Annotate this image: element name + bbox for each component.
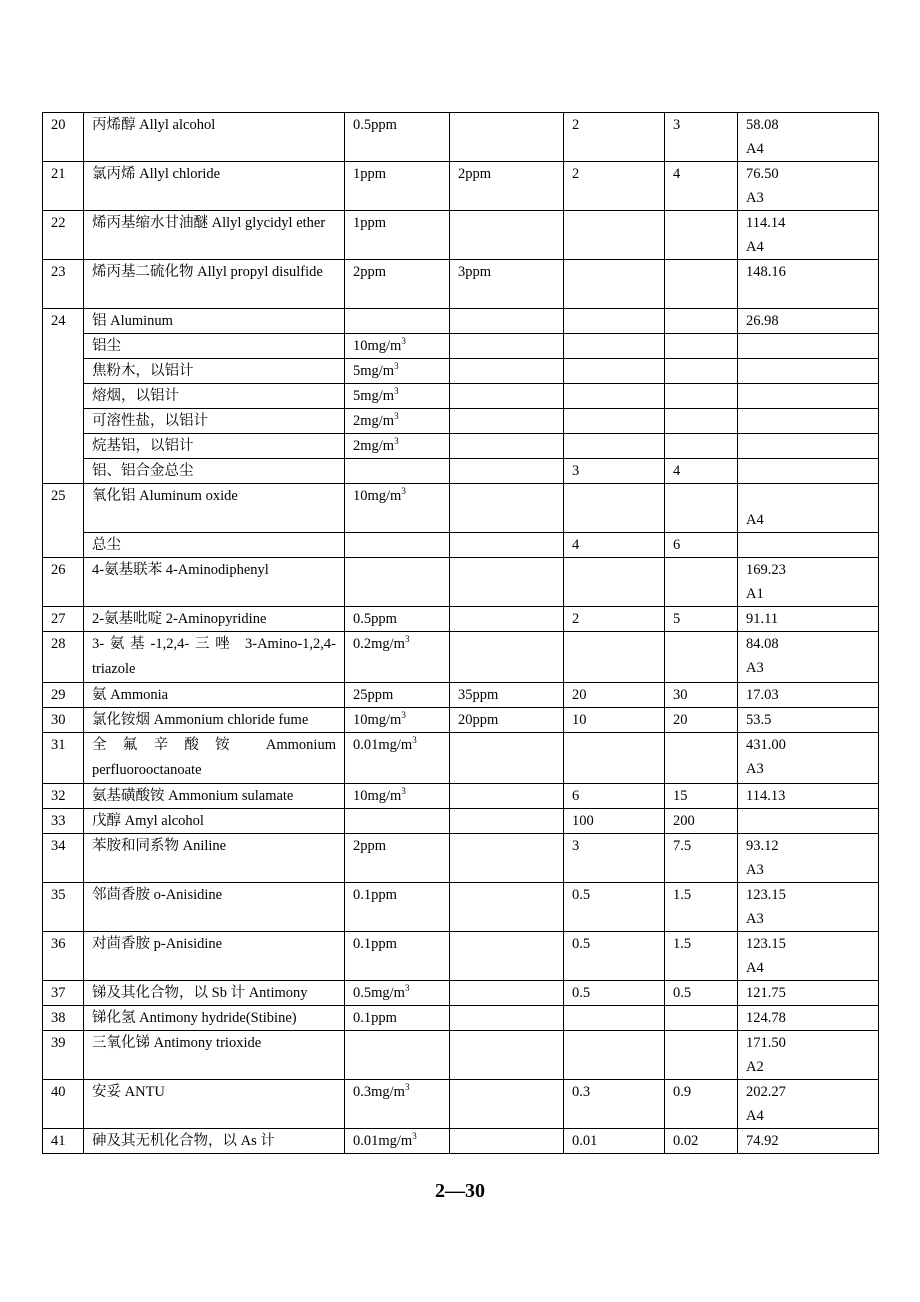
pc-stel-value [665,359,738,384]
molecular-weight: 76.50 [746,166,779,182]
mw-class-cell [738,1006,879,1031]
table-row [43,434,879,459]
row-number: 34 [43,834,84,883]
pc-stel-value: 1.5 [665,932,738,981]
pc-stel-value [665,334,738,359]
row-number: 33 [43,809,84,834]
pc-twa-value [564,309,665,334]
stel-value [450,1031,564,1080]
mw-class-cell [738,384,879,409]
molecular-weight: 169.23 [746,562,786,578]
pc-twa-value: 4 [564,533,665,558]
molecular-weight: 53.5 [746,712,772,728]
row-number: 26 [43,558,84,607]
pc-stel-value: 6 [665,533,738,558]
stel-value [450,834,564,883]
substance-name: 熔烟，以铝计 [84,384,345,409]
twa-value: $0.5mg/m^3$ [345,981,450,1006]
twa-value: $0.3mg/m^3$ [345,1080,450,1129]
substance-name: 可溶性盐，以铝计 [84,409,345,434]
twa-value: $0.2mg/m^3$ [345,632,450,683]
mw-class-cell [738,1080,879,1129]
pc-twa-value: 2 [564,607,665,632]
twa-value [345,459,450,484]
molecular-weight: 114.13 [746,788,786,804]
twa-value [345,809,450,834]
row-number: 27 [43,607,84,632]
pc-stel-value: 1.5 [665,883,738,932]
substance-name: 三氧化锑 Antimony trioxide [84,1031,345,1080]
substance-name: 焦粉木，以铝计 [84,359,345,384]
twa-value: 0.5ppm [345,113,450,162]
stel-value [450,309,564,334]
stel-value [450,1129,564,1154]
stel-value [450,113,564,162]
row-number: 28 [43,632,84,683]
table-row [43,334,879,359]
table-row [43,981,879,1006]
pc-twa-value [564,359,665,384]
substance-name: 氯丙烯 Allyl chloride [84,162,345,211]
table-row [43,113,879,162]
pc-stel-value [665,484,738,533]
molecular-weight: 171.50 [746,1035,786,1051]
pc-twa-value: 20 [564,683,665,708]
stel-value: 2ppm [450,162,564,211]
pc-twa-value: 0.01 [564,1129,665,1154]
substance-name: 安妥 ANTU [84,1080,345,1129]
mw-class-cell [738,834,879,883]
stel-value [450,533,564,558]
substance-name: 氧化铝 Aluminum oxide [84,484,345,533]
row-number: 39 [43,1031,84,1080]
stel-value [450,359,564,384]
pc-stel-value [665,733,738,784]
mw-class-cell [738,1129,879,1154]
table-row [43,484,879,533]
twa-value: $10mg/m^3$ [345,784,450,809]
molecular-weight: 431.00 [746,737,786,753]
pc-twa-value: 10 [564,708,665,733]
stel-value [450,459,564,484]
pc-twa-value [564,632,665,683]
substance-name: 砷及其无机化合物，以 As 计 [84,1129,345,1154]
row-number: 32 [43,784,84,809]
twa-value: 0.5ppm [345,607,450,632]
pc-twa-value [564,211,665,260]
mw-class-cell [738,683,879,708]
mw-class-cell [738,607,879,632]
molecular-weight: 123.15 [746,936,786,952]
table-row [43,632,879,683]
pc-twa-value [564,1006,665,1031]
carcinogen-class: A1 [746,586,764,602]
substance-name: 氯化铵烟 Ammonium chloride fume [84,708,345,733]
pc-twa-value [564,1031,665,1080]
carcinogen-class: A3 [746,190,764,206]
carcinogen-class: A4 [746,239,764,255]
mw-class-cell [738,113,879,162]
row-number: 36 [43,932,84,981]
substance-name: 铝 Aluminum [84,309,345,334]
row-number: 41 [43,1129,84,1154]
substance-name: 氨 Ammonia [84,683,345,708]
stel-value [450,632,564,683]
pc-stel-value: 200 [665,809,738,834]
pc-stel-value: 0.02 [665,1129,738,1154]
substance-name: 锑及其化合物，以 Sb 计 Antimony [84,981,345,1006]
substance-name: 苯胺和同系物 Aniline [84,834,345,883]
stel-value: 20ppm [450,708,564,733]
substance-name: 邻茴香胺 o-Anisidine [84,883,345,932]
table-row [43,162,879,211]
pc-stel-value [665,260,738,309]
row-number: 35 [43,883,84,932]
table-row [43,1031,879,1080]
table-row [43,1129,879,1154]
pc-twa-value: 100 [564,809,665,834]
pc-stel-value [665,434,738,459]
pc-twa-value: 3 [564,834,665,883]
pc-stel-value [665,558,738,607]
mw-class-cell [738,459,879,484]
carcinogen-class: A3 [746,862,764,878]
carcinogen-class: A4 [746,1108,764,1124]
molecular-weight: 58.08 [746,117,779,133]
molecular-weight [746,484,870,508]
substance-name: 对茴香胺 p-Anisidine [84,932,345,981]
twa-value [345,533,450,558]
pc-stel-value [665,384,738,409]
row-number: 21 [43,162,84,211]
exposure-limits-table [42,112,879,1154]
twa-value: 1ppm [345,211,450,260]
table-row [43,683,879,708]
twa-value: 0.1ppm [345,883,450,932]
carcinogen-class: A3 [746,660,764,676]
substance-name: 3-氨基-1,2,4-三唑 3-Amino-1,2,4-triazole [84,632,345,683]
mw-class-cell [738,409,879,434]
carcinogen-class: A3 [746,761,764,777]
mw-class-cell [738,1031,879,1080]
stel-value [450,809,564,834]
pc-stel-value: 0.5 [665,981,738,1006]
pc-stel-value [665,409,738,434]
stel-value: 3ppm [450,260,564,309]
molecular-weight: 148.16 [746,264,786,280]
table-row [43,384,879,409]
table-row [43,1006,879,1031]
pc-twa-value [564,484,665,533]
twa-value [345,309,450,334]
pc-stel-value: 7.5 [665,834,738,883]
substance-name: 铝尘 [84,334,345,359]
row-number: 37 [43,981,84,1006]
stel-value [450,1006,564,1031]
molecular-weight: 91.11 [746,611,779,627]
table-row [43,809,879,834]
stel-value [450,733,564,784]
molecular-weight: 93.12 [746,838,779,854]
molecular-weight: 123.15 [746,887,786,903]
mw-class-cell [738,558,879,607]
table-row [43,409,879,434]
mw-class-cell [738,932,879,981]
pc-twa-value: 0.5 [564,932,665,981]
substance-name: 锑化氢 Antimony hydride(Stibine) [84,1006,345,1031]
table-row [43,533,879,558]
twa-value: $2mg/m^3$ [345,434,450,459]
pc-stel-value: 5 [665,607,738,632]
mw-class-cell [738,883,879,932]
row-number: 40 [43,1080,84,1129]
pc-stel-value [665,1006,738,1031]
stel-value [450,607,564,632]
stel-value [450,558,564,607]
pc-twa-value: 2 [564,113,665,162]
substance-name: 烯丙基缩水甘油醚 Allyl glycidyl ether [84,211,345,260]
row-number: 31 [43,733,84,784]
row-number: 24 [43,309,84,484]
twa-value: $10mg/m^3$ [345,484,450,533]
mw-class-cell [738,211,879,260]
stel-value [450,981,564,1006]
stel-value: 35ppm [450,683,564,708]
table-row [43,459,879,484]
table-row [43,708,879,733]
pc-stel-value [665,1031,738,1080]
pc-twa-value [564,260,665,309]
mw-class-cell [738,162,879,211]
substance-name: 总尘 [84,533,345,558]
substance-name: 2-氨基吡啶 2-Aminopyridine [84,607,345,632]
twa-value [345,558,450,607]
pc-twa-value [564,434,665,459]
stel-value [450,384,564,409]
stel-value [450,409,564,434]
table-row [43,834,879,883]
substance-name: 烷基铝，以铝计 [84,434,345,459]
pc-stel-value: 4 [665,162,738,211]
carcinogen-class: A4 [746,960,764,976]
table-row [43,211,879,260]
twa-value: $10mg/m^3$ [345,708,450,733]
stel-value [450,334,564,359]
table-row [43,260,879,309]
table-row [43,784,879,809]
pc-twa-value: 0.3 [564,1080,665,1129]
pc-twa-value [564,558,665,607]
carcinogen-class: A3 [746,911,764,927]
stel-value [450,932,564,981]
twa-value: 2ppm [345,834,450,883]
table-row [43,733,879,784]
table-row [43,309,879,334]
pc-twa-value [564,409,665,434]
molecular-weight: 124.78 [746,1010,786,1026]
pc-stel-value: 20 [665,708,738,733]
pc-twa-value: 3 [564,459,665,484]
mw-class-cell [738,334,879,359]
molecular-weight: 26.98 [746,313,779,329]
mw-class-cell [738,359,879,384]
twa-value: $10mg/m^3$ [345,334,450,359]
mw-class-cell [738,708,879,733]
twa-value: 2ppm [345,260,450,309]
pc-twa-value: 2 [564,162,665,211]
row-number: 38 [43,1006,84,1031]
twa-value: $5mg/m^3$ [345,359,450,384]
table-row [43,883,879,932]
pc-twa-value [564,334,665,359]
table-row [43,359,879,384]
twa-value: $5mg/m^3$ [345,384,450,409]
pc-stel-value: 30 [665,683,738,708]
row-number: 30 [43,708,84,733]
pc-stel-value: 3 [665,113,738,162]
table-row [43,558,879,607]
mw-class-cell [738,309,879,334]
mw-class-cell [738,260,879,309]
table-row [43,932,879,981]
pc-twa-value [564,733,665,784]
twa-value: 0.1ppm [345,1006,450,1031]
stel-value [450,1080,564,1129]
stel-value [450,784,564,809]
row-number: 25 [43,484,84,558]
substance-name: 烯丙基二硫化物 Allyl propyl disulfide [84,260,345,309]
twa-value: $2mg/m^3$ [345,409,450,434]
mw-class-cell [738,533,879,558]
pc-twa-value [564,384,665,409]
mw-class-cell [738,981,879,1006]
pc-stel-value: 4 [665,459,738,484]
page-number: 2—30 [435,1180,485,1202]
pc-stel-value: 15 [665,784,738,809]
pc-twa-value: 0.5 [564,883,665,932]
substance-name: 丙烯醇 Allyl alcohol [84,113,345,162]
carcinogen-class: A4 [746,141,764,157]
table-row [43,607,879,632]
stel-value [450,883,564,932]
twa-value: 1ppm [345,162,450,211]
row-number: 23 [43,260,84,309]
substance-name: 铝、铝合金总尘 [84,459,345,484]
pc-stel-value: 0.9 [665,1080,738,1129]
molecular-weight: 114.14 [746,215,786,231]
stel-value [450,211,564,260]
carcinogen-class: A4 [746,512,764,528]
twa-value: $0.01mg/m^3$ [345,1129,450,1154]
substance-name: 4-氨基联苯 4-Aminodiphenyl [84,558,345,607]
pc-stel-value [665,632,738,683]
pc-twa-value: 0.5 [564,981,665,1006]
mw-class-cell [738,434,879,459]
molecular-weight: 202.27 [746,1084,786,1100]
twa-value: 25ppm [345,683,450,708]
row-number: 22 [43,211,84,260]
pc-stel-value [665,309,738,334]
substance-name: 全氟辛酸铵 Ammonium perfluorooctanoate [84,733,345,784]
substance-name: 戊醇 Amyl alcohol [84,809,345,834]
molecular-weight: 74.92 [746,1133,779,1149]
row-number: 20 [43,113,84,162]
mw-class-cell [738,784,879,809]
mw-class-cell [738,733,879,784]
twa-value [345,1031,450,1080]
molecular-weight: 121.75 [746,985,786,1001]
stel-value [450,484,564,533]
twa-value: 0.1ppm [345,932,450,981]
twa-value: $0.01mg/m^3$ [345,733,450,784]
pc-stel-value [665,211,738,260]
pc-twa-value: 6 [564,784,665,809]
stel-value [450,434,564,459]
substance-name: 氨基磺酸铵 Ammonium sulamate [84,784,345,809]
table-row [43,1080,879,1129]
mw-class-cell [738,632,879,683]
molecular-weight: 84.08 [746,636,779,652]
mw-class-cell [738,484,879,533]
carcinogen-class: A2 [746,1059,764,1075]
mw-class-cell [738,809,879,834]
row-number: 29 [43,683,84,708]
molecular-weight: 17.03 [746,687,779,703]
